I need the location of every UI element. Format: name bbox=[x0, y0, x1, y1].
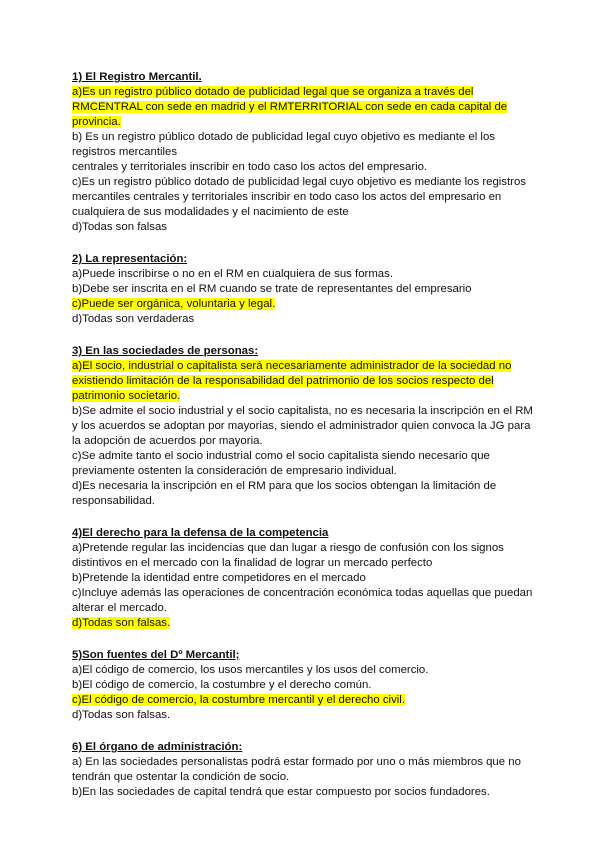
answer-option-text: d)Todas son falsas bbox=[72, 221, 167, 233]
answer-option-text: b)Se admite el socio industrial y el socio capitalista, no es necesaria la inscripción en el RM y los acuerdos se adoptan por mayorias, siendo el administrador quien convoca la JG para la adopción de acuerdos por mayoria. bbox=[72, 405, 533, 447]
answer-option-text: b)Pretende la identidad entre competidores en el mercado bbox=[72, 572, 366, 584]
answer-option-text: b) Es un registro público dotado de publicidad legal cuyo objetivo es mediante el los registros mercantiles bbox=[72, 131, 495, 158]
answer-option-text: b)Debe ser inscrita en el RM cuando se trate de representantes del empresario bbox=[72, 283, 472, 295]
answer-option-highlighted bbox=[72, 693, 540, 708]
answer-option-highlighted bbox=[72, 85, 540, 130]
question-block bbox=[72, 526, 540, 631]
question-title: 6) El órgano de administración: bbox=[72, 741, 243, 753]
answer-option-text: c)Puede ser orgánica, voluntaria y legal. bbox=[72, 298, 276, 310]
answer-option-text: a) En las sociedades personalistas podrá estar formado por uno o más miembros que no tendrán que ostentar la condición de socio. bbox=[72, 756, 521, 783]
question-title: 4)El derecho para la defensa de la competencia bbox=[72, 527, 329, 539]
answer-option-text: c)El código de comercio, la costumbre mercantil y el derecho civil. bbox=[72, 694, 405, 706]
answer-option-text: c)Es un registro público dotado de publicidad legal cuyo objetivo es mediante los registros mercantiles centrales y territoriales inscribir en todo caso los actos del empresario en cualquiera de sus modalidades y el nacimiento de este bbox=[72, 176, 526, 218]
answer-option-highlighted bbox=[72, 616, 540, 631]
answer-option bbox=[72, 755, 540, 785]
answer-option bbox=[72, 282, 540, 297]
answer-option bbox=[72, 571, 540, 586]
answer-option bbox=[72, 160, 540, 175]
answer-option-text: b)El código de comercio, la costumbre y el derecho común. bbox=[72, 679, 372, 691]
answer-option-text: a)Pretende regular las incidencias que dan lugar a riesgo de confusión con los signos distintivos en el mercado con la finalidad de lograr un mercado perfecto bbox=[72, 542, 504, 569]
answer-option bbox=[72, 267, 540, 282]
answer-option bbox=[72, 678, 540, 693]
answer-option-highlighted bbox=[72, 297, 540, 312]
answer-option bbox=[72, 175, 540, 220]
question-block bbox=[72, 740, 540, 800]
answer-option bbox=[72, 130, 540, 160]
answer-option-text: a)Puede inscribirse o no en el RM en cualquiera de sus formas. bbox=[72, 268, 394, 280]
question-block bbox=[72, 252, 540, 327]
answer-option-text: d)Todas son falsas. bbox=[72, 617, 171, 629]
answer-option bbox=[72, 663, 540, 678]
question-title: 2) La representación: bbox=[72, 253, 188, 265]
answer-option-text: c)Incluye además las operaciones de concentración económica todas aquellas que puedan alterar el mercado. bbox=[72, 587, 533, 614]
answer-option bbox=[72, 785, 540, 800]
answer-option bbox=[72, 541, 540, 571]
question-title: 5)Son fuentes del Dº Mercantil; bbox=[72, 649, 240, 661]
answer-option bbox=[72, 449, 540, 479]
answer-option-text: a)Es un registro público dotado de publicidad legal que se organiza a través del RMCENTRAL con sede en madrid y el RMTERRITORIAL con sede en cada capital de provincia. bbox=[72, 86, 508, 128]
answer-option bbox=[72, 586, 540, 616]
question-block bbox=[72, 344, 540, 509]
answer-option-text: centrales y territoriales inscribir en todo caso los actos del empresario. bbox=[72, 161, 428, 173]
answer-option-text: a)El código de comercio, los usos mercantiles y los usos del comercio. bbox=[72, 664, 429, 676]
question-block bbox=[72, 648, 540, 723]
question-title: 1) El Registro Mercantil. bbox=[72, 71, 202, 83]
question-block bbox=[72, 70, 540, 235]
answer-option bbox=[72, 220, 540, 235]
answer-option-text: c)Se admite tanto el socio industrial como el socio capitalista siendo necesario que previamente ostenten la consideración de empresario individual. bbox=[72, 450, 490, 477]
answer-option bbox=[72, 404, 540, 449]
answer-option-highlighted bbox=[72, 359, 540, 404]
answer-option-text: d)Es necesaria la inscripción en el RM para que los socios obtengan la limitación de responsabilidad. bbox=[72, 480, 497, 507]
answer-option bbox=[72, 312, 540, 327]
answer-option-text: d)Todas son verdaderas bbox=[72, 313, 195, 325]
answer-option-text: a)El socio, industrial o capitalista será necesariamente administrador de la sociedad no existiendo limitación de la responsabilidad del patrimonio de los socios respecto del patrimonio societario. bbox=[72, 360, 512, 402]
question-title: 3) En las sociedades de personas: bbox=[72, 345, 259, 357]
answer-option-text: d)Todas son falsas. bbox=[72, 709, 171, 721]
answer-option-text: b)En las sociedades de capital tendrá que estar compuesto por socios fundadores. bbox=[72, 786, 490, 798]
answer-option bbox=[72, 708, 540, 723]
answer-option bbox=[72, 479, 540, 509]
